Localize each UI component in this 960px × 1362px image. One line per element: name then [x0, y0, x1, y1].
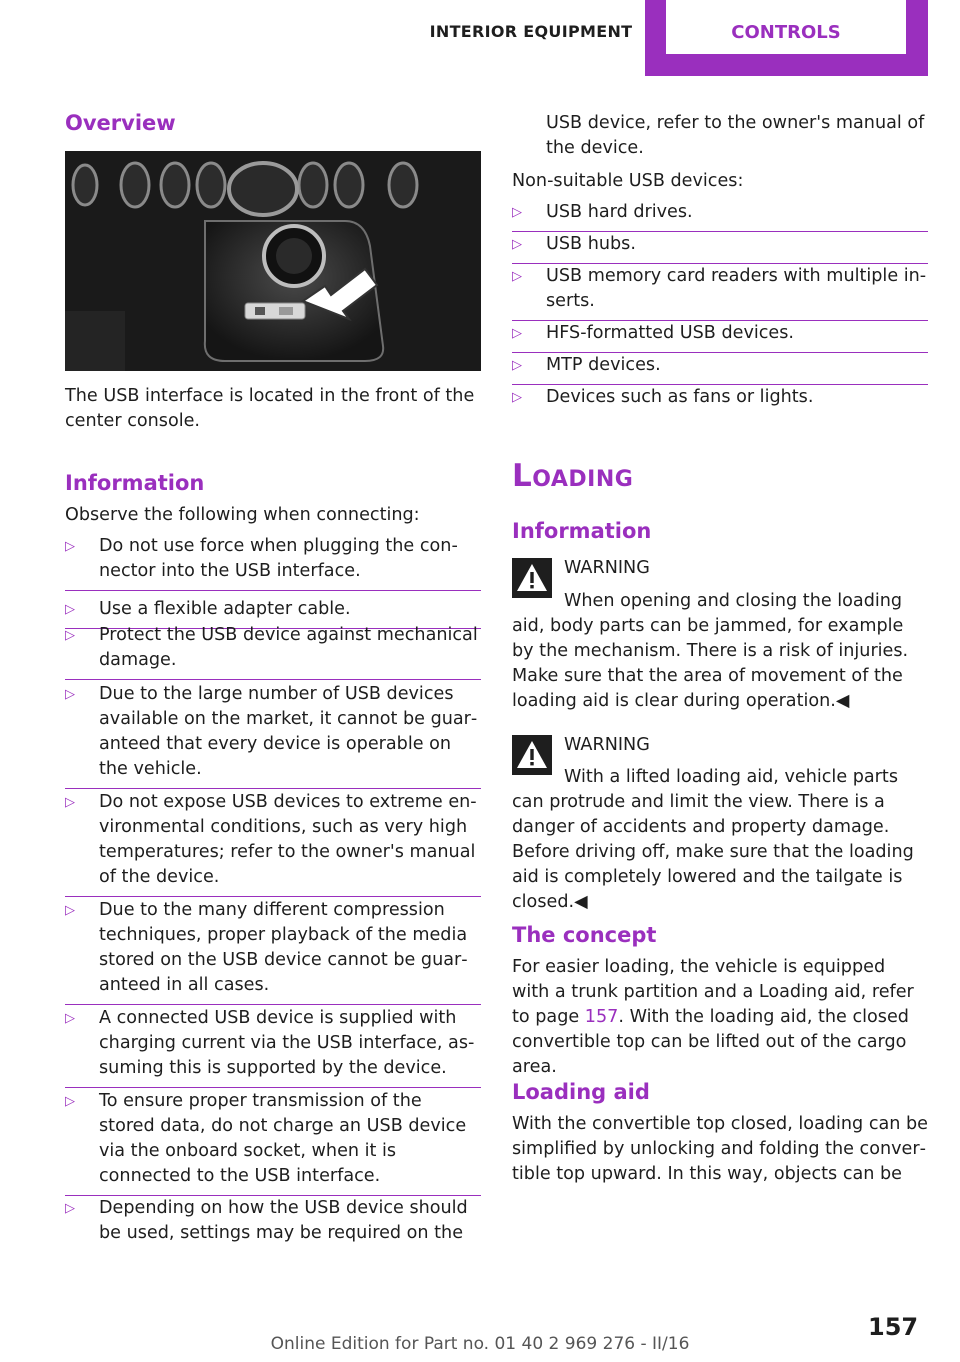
information-intro: Observe the following when connecting:	[65, 505, 420, 525]
chapter-tab-label: CONTROLS	[666, 0, 906, 54]
list-item: ▷ USB hubs.	[512, 232, 928, 257]
list-item: ▷ Due to the many different compression techniques, proper playback of the media stored on the USB device cannot be guaranteed in all cases.	[65, 898, 481, 998]
overview-heading: Overview	[65, 111, 176, 135]
loading-aid-heading: Loading aid	[512, 1080, 650, 1104]
continued-text: USB device, refer to the owner's manual of the device.	[546, 113, 925, 158]
triangle-bullet-icon: ▷	[65, 903, 75, 918]
page-reference-link[interactable]: 157	[584, 1007, 619, 1027]
triangle-bullet-icon: ▷	[512, 326, 522, 341]
nonsuitable-intro: Non-suitable USB devices:	[512, 171, 744, 191]
list-item: ▷ USB memory card readers with multiple inserts.	[512, 264, 928, 314]
triangle-bullet-icon: ▷	[512, 269, 522, 284]
triangle-bullet-icon: ▷	[65, 602, 75, 617]
warning-text: With a lifted loading aid, vehicle parts can protrude and limit the view. There is a danger of accidents and property damage. Before driving off, make sure that the loading aid is completely lowered and the tailgate is closed.◀	[512, 767, 914, 912]
page-number: 157	[868, 1313, 919, 1341]
divider	[65, 788, 481, 789]
list-item: ▷ Do not expose USB devices to extreme environmental conditions, such as very high temperatures; refer to the owner's manual of the device.	[65, 790, 481, 890]
information-heading: Information	[65, 471, 205, 495]
triangle-bullet-icon: ▷	[65, 795, 75, 810]
usb-interface-photo	[65, 151, 481, 371]
divider	[65, 1004, 481, 1005]
list-item: ▷ Protect the USB device against mechanical damage.	[65, 623, 481, 673]
divider	[65, 1087, 481, 1088]
triangle-bullet-icon: ▷	[65, 628, 75, 643]
triangle-bullet-icon: ▷	[512, 237, 522, 252]
list-item: ▷ Devices such as fans or lights.	[512, 385, 928, 410]
divider	[65, 896, 481, 897]
triangle-bullet-icon: ▷	[65, 539, 75, 554]
warning-text: When opening and closing the loading aid, body parts can be jammed, for example by the mechanism. There is a risk of injuries. Make sure that the area of movement of the loading aid is clear during operation.◀	[512, 591, 909, 711]
list-item: ▷ Depending on how the USB device should be used, settings may be required on the	[65, 1198, 468, 1243]
list-item: ▷ MTP devices.	[512, 353, 928, 378]
loading-aid-text: With the convertible top closed, loading can be simplified by unlocking and folding the convertible top upward. In this way, objects can be	[512, 1114, 929, 1184]
triangle-bullet-icon: ▷	[65, 1011, 75, 1026]
list-item: ▷ Due to the large number of USB devices available on the market, it cannot be guaranteed that every device is operable on the vehicle.	[65, 682, 481, 782]
triangle-bullet-icon: ▷	[512, 205, 522, 220]
list-item: ▷ USB hard drives.	[512, 200, 928, 225]
divider	[65, 590, 481, 591]
photo-caption: The USB interface is located in the front of the center console.	[65, 386, 475, 431]
list-item: ▷ Do not use force when plugging the connector into the USB interface.	[65, 534, 481, 584]
divider	[65, 679, 481, 680]
concept-heading: The concept	[512, 923, 657, 947]
triangle-bullet-icon: ▷	[512, 358, 522, 373]
triangle-bullet-icon: ▷	[65, 1201, 75, 1216]
loading-heading: Loading	[512, 458, 634, 494]
edition-footer: Online Edition for Part no. 01 40 2 969 276 - II/16	[270, 1334, 690, 1354]
chapter-tab[interactable]	[645, 0, 928, 76]
triangle-bullet-icon: ▷	[65, 1094, 75, 1109]
list-item: ▷ HFS-formatted USB devices.	[512, 321, 928, 346]
loading-information-heading: Information	[512, 519, 652, 543]
list-item: ▷ To ensure proper transmission of the stored data, do not charge an USB device via the onboard socket, when it is connected to the USB interface.	[65, 1089, 481, 1189]
section-title: INTERIOR EQUIPMENT	[429, 22, 633, 41]
warning-label: WARNING	[564, 558, 650, 578]
triangle-bullet-icon: ▷	[65, 687, 75, 702]
list-item: ▷ A connected USB device is supplied with charging current via the USB interface, assuming this is supported by the device.	[65, 1006, 481, 1081]
triangle-bullet-icon: ▷	[512, 390, 522, 405]
list-item: ▷ Use a flexible adapter cable.	[65, 597, 481, 622]
warning-label: WARNING	[564, 735, 650, 755]
concept-paragraph: For easier loading, the vehicle is equipped with a trunk partition and a Loading aid, refer to page 157. With the loading aid, the closed convertible top can be lifted out of the cargo area.	[512, 957, 914, 1077]
